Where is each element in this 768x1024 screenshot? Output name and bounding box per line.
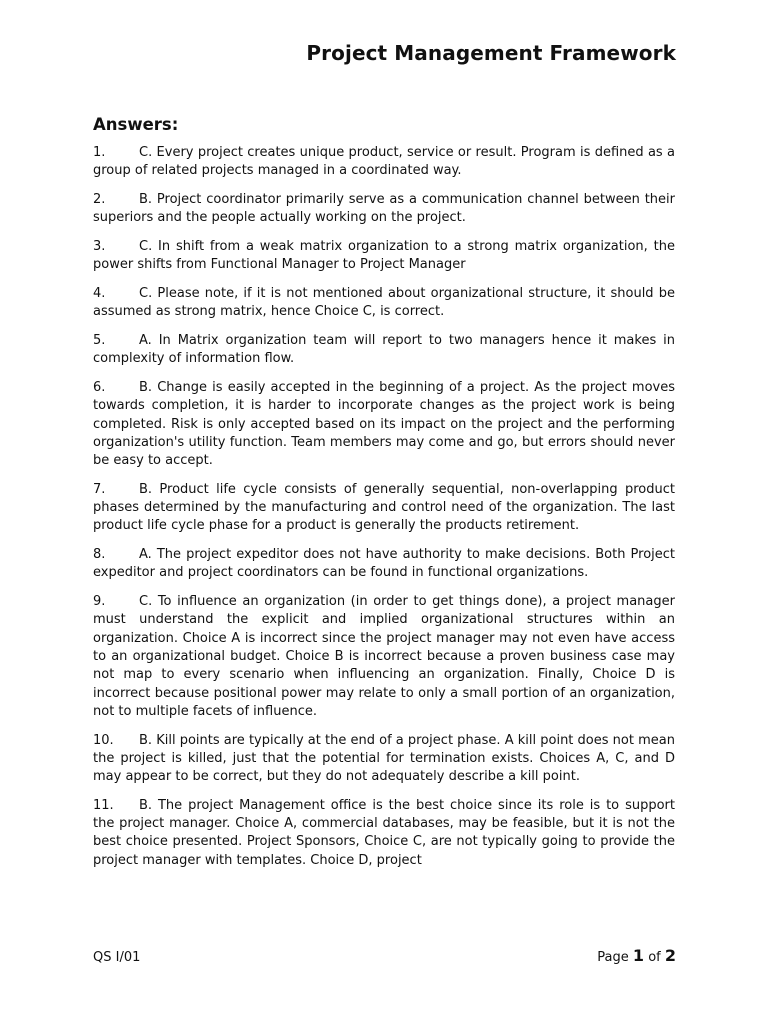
answer-item <box>93 191 675 228</box>
answer-text: C. To influence an organization (in order to get things done), a project manager must understand the explicit and implied organizational structures within an organization. Choice A is incorrect since the project manager may not even have access to an organizational budget. Choice B is incorrect because a proven business case may not map to every scenario when influencing an organization. Finally, Choice D is incorrect because positional power may relate to only a small portion of an organization, not to multiple facets of influence. <box>93 594 675 719</box>
section-heading: Answers: <box>93 115 179 134</box>
answer-text: C. Every project creates unique product, service or result. Program is defined as a group of related projects managed in a coordinated way. <box>93 145 675 179</box>
answer-item <box>93 285 675 322</box>
answer-number: 2. <box>93 191 106 207</box>
answer-number: 1. <box>93 145 106 160</box>
answers-list <box>93 144 675 870</box>
page-current: 1 <box>632 946 645 965</box>
answer-item <box>93 732 675 787</box>
answer-item <box>93 379 675 470</box>
page-indicator <box>597 946 676 965</box>
answer-item <box>93 797 675 870</box>
answer-number: 10. <box>93 732 114 748</box>
answer-text: B. Product life cycle consists of generally sequential, non-overlapping product phases determined by the manufacturing and control need of the organization. The last product life cycle phase for a product is generally the products retirement. <box>93 481 675 534</box>
answer-text: B. Kill points are typically at the end of a project phase. A kill point does not mean the project is killed, just that the potential for termination exists. Choices A, C, and D may appear to be correct, but they do not adequately describe a kill point. <box>93 732 675 785</box>
answer-item <box>93 546 675 583</box>
answer-item <box>93 238 675 275</box>
answer-number: 5. <box>93 332 106 348</box>
answer-text: C. Please note, if it is not mentioned about organizational structure, it should be assumed as strong matrix, hence Choice C, is correct. <box>93 285 675 320</box>
answer-number: 3. <box>93 238 106 254</box>
page-title: Project Management Framework <box>306 41 676 65</box>
page-footer <box>93 946 676 965</box>
page-total: 2 <box>664 946 676 965</box>
answer-item <box>93 144 675 181</box>
page-label: Page <box>597 950 629 965</box>
document-code: QS I/01 <box>93 950 141 965</box>
answer-number: 8. <box>93 547 106 563</box>
document-body <box>93 115 675 880</box>
answer-text: C. In shift from a weak matrix organization to a strong matrix organization, the power shifts from Functional Manager to Project Manager <box>93 238 675 273</box>
of-label: of <box>648 950 661 965</box>
answer-text: B. Project coordinator primarily serve as a communication channel between their superiors and the people actually working on the project. <box>93 191 675 226</box>
answer-number: 4. <box>93 285 106 301</box>
answer-text: B. The project Management office is the best choice since its role is to support the project manager. Choice A, commercial databases, may be feasible, but it is not the best choice presented. Project Sponsors, Choice C, are not typically going to provide the project manager with templates. Choice D, project <box>93 797 675 868</box>
answer-item <box>93 481 675 536</box>
answer-number: 11. <box>93 797 114 813</box>
answer-text: A. In Matrix organization team will report to two managers hence it makes in complexity of information flow. <box>93 332 675 367</box>
answer-item <box>93 593 675 721</box>
answer-item <box>93 332 675 369</box>
answer-text: B. Change is easily accepted in the beginning of a project. As the project moves towards completion, it is harder to incorporate changes as the project work is being completed. Risk is only accepted based on its impact on the project and the performing organization's utility function. Team members may come and go, but errors should never be easy to accept. <box>93 379 675 469</box>
answer-text: A. The project expeditor does not have authority to make decisions. Both Project expeditor and project coordinators can be found in functional organizations. <box>93 547 675 581</box>
answer-number: 6. <box>93 379 106 395</box>
answer-number: 9. <box>93 594 106 610</box>
answer-number: 7. <box>93 481 106 497</box>
